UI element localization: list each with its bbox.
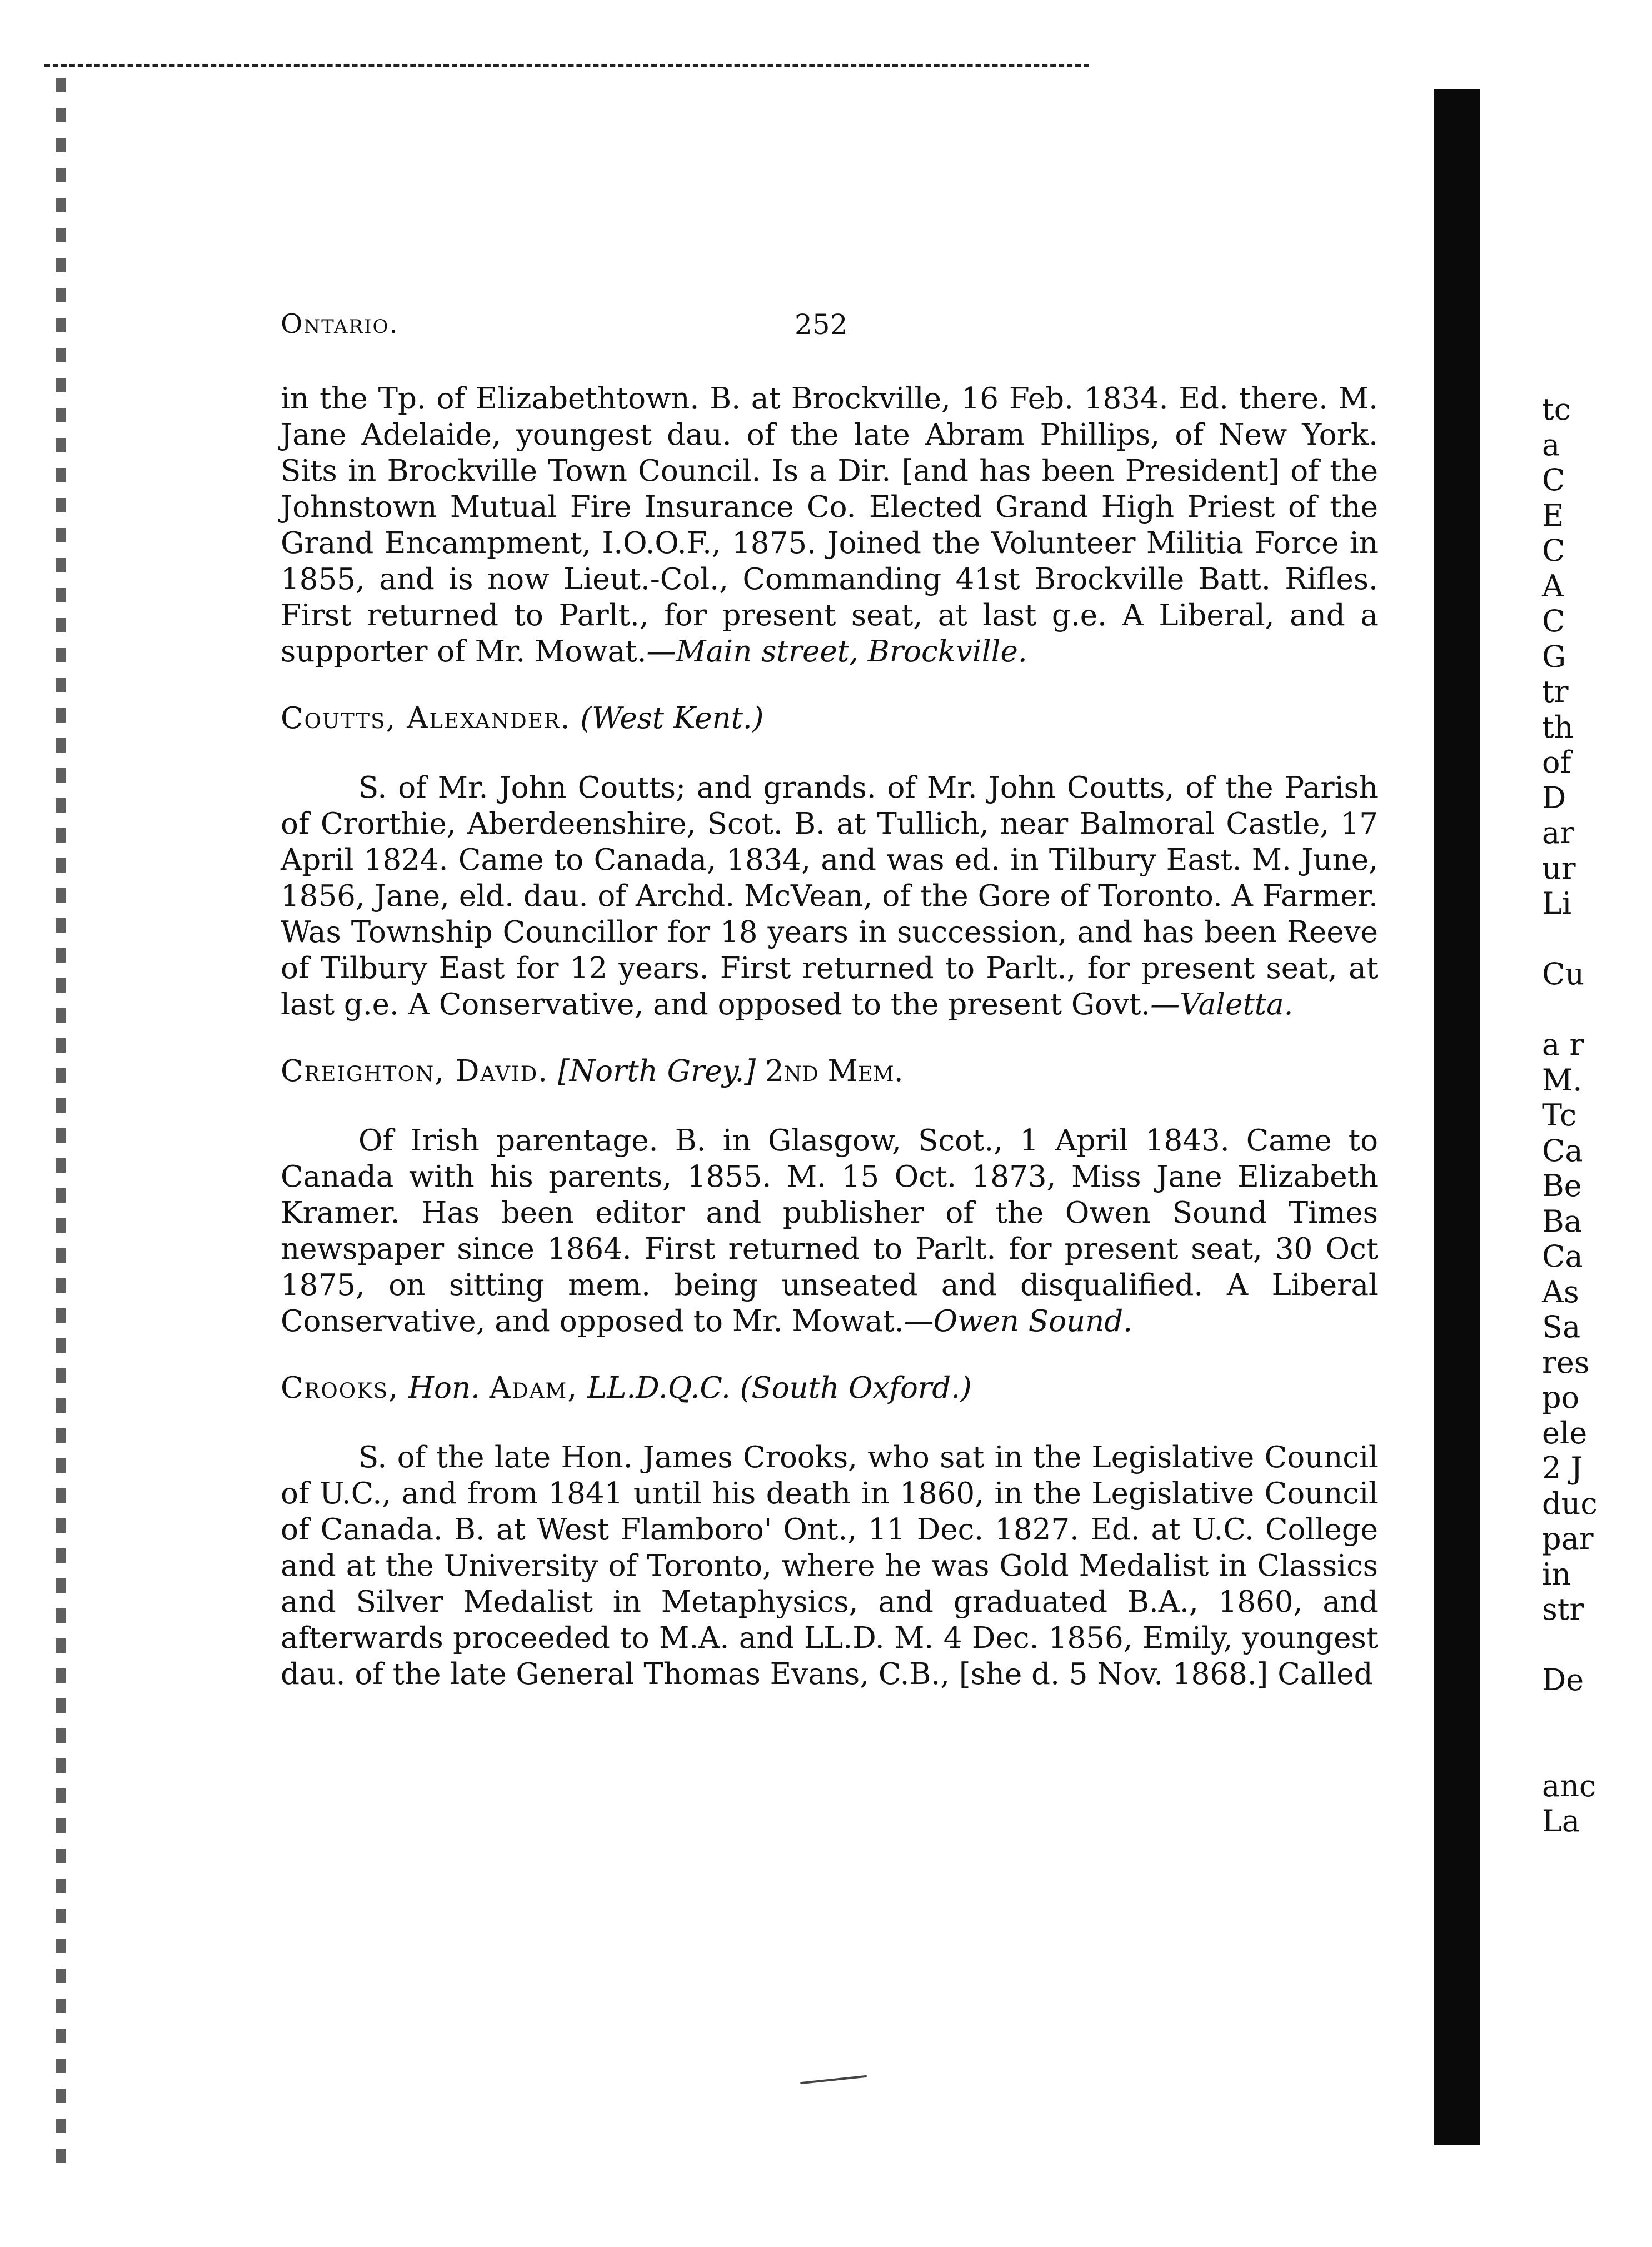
page-body xyxy=(281,381,1378,1692)
marginal-fragment xyxy=(1542,921,1648,957)
marginal-fragment: M. xyxy=(1542,1062,1583,1098)
member-degrees: LL.D.Q.C. xyxy=(587,1371,731,1405)
member-forename: Adam, xyxy=(489,1371,578,1405)
marginal-fragment: C xyxy=(1542,604,1565,639)
marginal-fragment: res xyxy=(1542,1344,1590,1380)
marginal-fragment xyxy=(1542,1733,1648,1768)
facing-page-fragments xyxy=(1542,392,1648,1839)
marginal-fragment: par xyxy=(1542,1521,1594,1556)
entry-body: S. of Mr. John Coutts; and grands. of Mr. John Coutts, of the Parish of Crorthie, Aberdeenshire, Scot. B. at Tullich, near Balmoral Castle, 17 April 1824. Came to Canada, 1834, and was ed. in Tilbury East. M. June, 1856, Jane, eld. dau. of Archd. McVean, of the Gore of Toronto. A Farmer. Was Township Councillor for 18 years in succession, and has been Reeve of Tilbury East for 12 years. First returned to Parlt., for present seat, at last g.e. A Conservative, and opposed to the present Govt. xyxy=(281,771,1378,1022)
marginal-fragment: ele xyxy=(1542,1415,1588,1451)
entry-body: in the Tp. of Elizabethtown. B. at Brockville, 16 Feb. 1834. Ed. there. M. Jane Adelaide, youngest dau. of the late Abram Phillips, of New York. Sits in Brockville Town Council. Is a Dir. [and has been President] of the Johnstown Mutual Fire Insurance Co. Elected Grand High Priest of the Grand Encampment, I.O.O.F., 1875. Joined the Volunteer Militia Force in 1855, and is now Lieut.-Col., Commanding 41st Brockville Batt. Rifles. First returned to Parlt., for present seat, at last g.e. A Liberal, and a supporter of Mr. Mowat. xyxy=(281,382,1378,669)
member-designation: 2nd Mem. xyxy=(765,1054,904,1088)
top-scan-rule xyxy=(44,64,1089,67)
marginal-fragment: Ca xyxy=(1542,1239,1583,1274)
entry-address: —Owen Sound. xyxy=(904,1304,1133,1338)
entry-heading-coutts xyxy=(281,700,1378,736)
entry-creighton xyxy=(281,1123,1378,1339)
marginal-fragment: E xyxy=(1542,497,1564,533)
page-number: 252 xyxy=(795,308,848,341)
marginal-fragment: str xyxy=(1542,1592,1584,1627)
entry-address: —Valetta. xyxy=(1150,988,1294,1022)
marginal-fragment xyxy=(1542,992,1648,1028)
constituency: (West Kent.) xyxy=(580,701,764,735)
marginal-fragment: of xyxy=(1542,745,1571,780)
marginal-fragment: anc xyxy=(1542,1768,1596,1803)
marginal-fragment: ur xyxy=(1542,850,1576,886)
member-name: Crooks, xyxy=(281,1371,399,1405)
marginal-fragment: Be xyxy=(1542,1168,1582,1203)
marginal-fragment: G xyxy=(1542,639,1566,674)
marginal-fragment: po xyxy=(1542,1380,1580,1415)
page-gutter-shadow xyxy=(1434,89,1480,2145)
constituency: [North Grey.] xyxy=(558,1054,756,1088)
marginal-fragment: A xyxy=(1542,568,1564,604)
marginal-fragment: Li xyxy=(1542,886,1572,921)
marginal-fragment: D xyxy=(1542,780,1566,815)
entry-address: —Main street, Brockville. xyxy=(646,635,1027,669)
marginal-fragment xyxy=(1542,1627,1648,1663)
constituency: (South Oxford.) xyxy=(740,1371,972,1405)
page-header xyxy=(281,308,1381,347)
entry-crooks xyxy=(281,1439,1378,1692)
marginal-fragment: Cu xyxy=(1542,956,1585,992)
marginal-fragment: ar xyxy=(1542,815,1575,850)
marginal-fragment: a r xyxy=(1542,1027,1584,1062)
marginal-fragment: C xyxy=(1542,462,1565,497)
marginal-fragment: Sa xyxy=(1542,1309,1581,1344)
running-head: Ontario. xyxy=(281,308,399,340)
member-name: Creighton, David. xyxy=(281,1054,549,1088)
marginal-fragment: tr xyxy=(1542,674,1569,709)
marginal-fragment: As xyxy=(1542,1274,1579,1309)
marginal-fragment: duc xyxy=(1542,1486,1598,1521)
marginal-fragment: Ca xyxy=(1542,1133,1583,1168)
entry-heading-crooks xyxy=(281,1370,1378,1406)
left-scan-edge xyxy=(56,78,66,2168)
marginal-fragment: 2 J xyxy=(1542,1451,1583,1486)
marginal-fragment: a xyxy=(1542,427,1560,462)
entry-coutts xyxy=(281,770,1378,1023)
marginal-fragment xyxy=(1542,1698,1648,1733)
entry-continuation xyxy=(281,381,1378,670)
member-title: Hon. xyxy=(408,1371,480,1405)
marginal-fragment: La xyxy=(1542,1803,1580,1839)
marginal-fragment: Ba xyxy=(1542,1203,1582,1239)
marginal-fragment: in xyxy=(1542,1556,1571,1592)
marginal-fragment: th xyxy=(1542,709,1574,745)
marginal-fragment: C xyxy=(1542,533,1565,568)
marginal-fragment: De xyxy=(1542,1662,1584,1697)
entry-body: Of Irish parentage. B. in Glasgow, Scot., 1 April 1843. Came to Canada with his parents, 1855. M. 15 Oct. 1873, Miss Jane Elizabeth Kramer. Has been editor and publisher of the Owen Sound Times newspaper since 1864. First returned to Parlt. for present seat, 30 Oct 1875, on sitting mem. being unseated and disqualified. A Liberal Conservative, and opposed to Mr. Mowat. xyxy=(281,1124,1378,1338)
member-name: Coutts, Alexander. xyxy=(281,701,571,735)
marginal-fragment: Tc xyxy=(1542,1098,1577,1133)
entry-heading-creighton xyxy=(281,1053,1378,1089)
marginal-fragment: tc xyxy=(1542,392,1571,427)
entry-body: S. of the late Hon. James Crooks, who sat in the Legislative Council of U.C., and from 1841 until his death in 1860, in the Legislative Council of Canada. B. at West Flamboro' Ont., 11 Dec. 1827. Ed. at U.C. College and at the University of Toronto, where he was Gold Medalist in Classics and Silver Medalist in Metaphysics, and graduated B.A., 1860, and afterwards proceeded to M.A. and LL.D. M. 4 Dec. 1856, Emily, youngest dau. of the late General Thomas Evans, C.B., [she d. 5 Nov. 1868.] Called xyxy=(281,1441,1378,1691)
scan-smudge xyxy=(800,2075,867,2085)
